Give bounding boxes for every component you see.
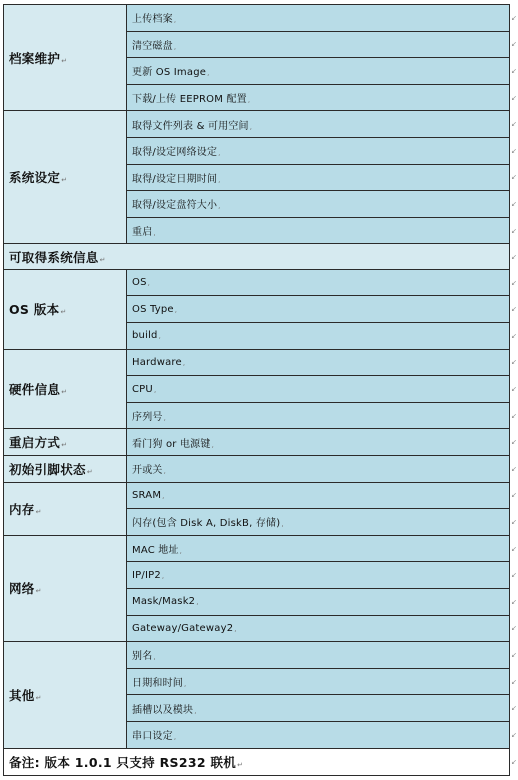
paragraph-mark: ↵ xyxy=(61,441,68,450)
category-label: 系统设定 xyxy=(9,170,61,186)
item-mark: , xyxy=(218,175,221,184)
item-mark: , xyxy=(162,491,165,500)
row-end-mark: ↙ xyxy=(511,517,517,526)
item-cell xyxy=(127,111,510,138)
item-mark: , xyxy=(196,598,199,607)
item-label: Mask/Mask2 xyxy=(132,596,196,608)
row-end-mark: ↙ xyxy=(511,331,517,340)
row-end-mark: ↙ xyxy=(511,411,517,420)
table-row xyxy=(4,456,510,483)
item-cell xyxy=(127,137,510,164)
item-label: Hardware xyxy=(132,356,182,368)
paragraph-mark: ↵ xyxy=(86,467,93,476)
item-label: 序列号 xyxy=(132,412,163,424)
row-end-mark: ↙ xyxy=(511,305,517,314)
item-mark: , xyxy=(174,305,178,314)
item-cell xyxy=(127,695,510,722)
row-end-mark: ↙ xyxy=(511,704,517,713)
row-end-mark: ↙ xyxy=(511,226,517,235)
item-label: Gateway/Gateway2 xyxy=(132,622,234,634)
item-cell xyxy=(127,84,510,111)
item-mark: , xyxy=(147,279,151,288)
item-label: build xyxy=(132,330,158,342)
item-cell xyxy=(127,615,510,642)
paragraph-mark: ↵ xyxy=(60,308,67,317)
item-cell xyxy=(127,296,510,323)
item-mark: , xyxy=(184,680,187,689)
item-mark: , xyxy=(218,202,221,211)
paragraph-mark: ↵ xyxy=(61,388,68,397)
row-end-mark: ↙ xyxy=(511,730,517,739)
row-end-mark: ↙ xyxy=(511,650,517,659)
item-cell xyxy=(127,323,510,350)
item-cell xyxy=(127,509,510,536)
row-end-mark: ↙ xyxy=(511,93,517,102)
item-label: 取得/设定网络设定 xyxy=(132,147,218,159)
item-mark: , xyxy=(249,122,253,131)
table-row xyxy=(4,535,510,562)
section-heading-text: 可取得系统信息 xyxy=(9,249,99,265)
item-cell xyxy=(127,429,510,456)
paragraph-mark: ↵ xyxy=(35,587,42,596)
item-cell xyxy=(127,562,510,589)
category-cell xyxy=(4,111,127,244)
item-label: 清空磁盘 xyxy=(132,40,173,52)
item-cell xyxy=(127,191,510,218)
item-label: SRAM xyxy=(132,489,162,501)
item-label: 开或关 xyxy=(132,465,163,477)
item-cell xyxy=(127,482,510,509)
table-row xyxy=(4,269,510,296)
row-end-mark: ↙ xyxy=(511,199,517,208)
table-row xyxy=(4,111,510,138)
row-end-mark: ↙ xyxy=(511,66,517,75)
category-label: 初始引脚状态 xyxy=(9,461,86,477)
paragraph-mark: ↵ xyxy=(237,760,244,769)
item-mark: , xyxy=(234,624,237,633)
row-end-mark: ↙ xyxy=(511,385,517,394)
item-cell xyxy=(127,402,510,429)
item-label: 重启 xyxy=(132,227,153,239)
row-end-mark: ↙ xyxy=(511,677,517,686)
category-label: 硬件信息 xyxy=(9,382,61,398)
note-text: 备注: 版本 1.0.1 只支持 RS232 联机 xyxy=(9,754,237,770)
category-label: 重启方式 xyxy=(9,435,61,451)
item-mark: , xyxy=(163,467,167,476)
table-row xyxy=(4,349,510,376)
category-label: 内存 xyxy=(9,501,35,517)
item-label: MAC 地址 xyxy=(132,545,179,557)
item-cell xyxy=(127,164,510,191)
item-label: CPU xyxy=(132,383,153,395)
item-mark: , xyxy=(158,332,162,341)
category-cell xyxy=(4,642,127,748)
table-row xyxy=(4,5,510,32)
item-mark: , xyxy=(161,571,165,580)
item-mark: , xyxy=(153,229,156,238)
paragraph-mark: ↵ xyxy=(61,176,68,185)
item-cell xyxy=(127,376,510,403)
note-cell xyxy=(4,748,510,775)
item-mark: , xyxy=(281,520,284,529)
item-mark: , xyxy=(173,42,177,51)
item-label: OS Type xyxy=(132,303,174,315)
row-end-mark: ↙ xyxy=(511,252,517,261)
category-cell xyxy=(4,429,127,456)
table-row xyxy=(4,642,510,669)
item-cell xyxy=(127,588,510,615)
item-cell xyxy=(127,642,510,669)
spec-table-body xyxy=(4,5,510,776)
item-label: 取得/设定盘符大小 xyxy=(132,200,218,212)
item-label: 插槽以及模块 xyxy=(132,704,194,716)
item-label: 别名 xyxy=(132,651,153,663)
row-end-mark: ↙ xyxy=(511,544,517,553)
item-cell xyxy=(127,217,510,244)
category-cell xyxy=(4,269,127,349)
category-label: 网络 xyxy=(9,581,35,597)
full-width-row xyxy=(4,244,510,270)
item-label: 取得/设定日期时间 xyxy=(132,173,218,185)
category-label: 档案维护 xyxy=(9,50,61,66)
row-end-mark: ↙ xyxy=(511,120,517,129)
item-cell xyxy=(127,58,510,85)
row-end-mark: ↙ xyxy=(511,13,517,22)
item-mark: , xyxy=(218,149,221,158)
item-mark: , xyxy=(179,547,183,556)
paragraph-mark: ↵ xyxy=(35,507,42,516)
item-cell xyxy=(127,31,510,58)
spec-table xyxy=(3,4,510,776)
row-end-mark: ↙ xyxy=(511,146,517,155)
item-mark: , xyxy=(153,385,157,394)
category-label: 其他 xyxy=(9,687,35,703)
category-label: OS 版本 xyxy=(9,302,60,318)
row-end-mark: ↙ xyxy=(511,491,517,500)
category-cell xyxy=(4,5,127,111)
item-mark: , xyxy=(182,358,186,367)
item-mark: , xyxy=(173,733,177,742)
item-cell xyxy=(127,721,510,748)
row-end-mark: ↙ xyxy=(511,278,517,287)
item-mark: , xyxy=(207,69,210,78)
item-label: 看门狗 or 电源键 xyxy=(132,438,211,450)
item-mark: , xyxy=(247,96,251,105)
paragraph-mark: ↵ xyxy=(99,255,106,264)
item-mark: , xyxy=(194,706,197,715)
item-cell xyxy=(127,456,510,483)
row-end-mark: ↙ xyxy=(511,624,517,633)
row-end-mark: ↙ xyxy=(511,40,517,49)
row-end-mark: ↙ xyxy=(511,438,517,447)
item-label: 下载/上传 EEPROM 配置 xyxy=(132,94,247,106)
item-label: 日期和时间 xyxy=(132,678,183,690)
row-end-mark: ↙ xyxy=(511,597,517,606)
item-label: 上传档案 xyxy=(132,14,173,26)
item-mark: , xyxy=(163,414,167,423)
category-cell xyxy=(4,456,127,483)
item-label: 闪存(包含 Disk A, DiskB, 存储) xyxy=(132,518,281,530)
item-cell xyxy=(127,269,510,296)
full-width-row xyxy=(4,748,510,775)
table-row xyxy=(4,482,510,509)
item-cell xyxy=(127,5,510,32)
table-row xyxy=(4,429,510,456)
item-label: 串口设定 xyxy=(132,731,173,743)
row-end-mark: ↙ xyxy=(511,173,517,182)
item-label: 更新 OS Image xyxy=(132,67,207,79)
row-end-mark: ↙ xyxy=(511,358,517,367)
item-label: OS xyxy=(132,277,147,289)
paragraph-mark: ↵ xyxy=(35,693,42,702)
item-label: IP/IP2 xyxy=(132,569,161,581)
row-end-mark: ↙ xyxy=(511,757,517,766)
category-cell xyxy=(4,349,127,429)
paragraph-mark: ↵ xyxy=(61,56,68,65)
item-label: 取得文件列表 & 可用空间 xyxy=(132,120,249,132)
category-cell xyxy=(4,482,127,535)
item-cell xyxy=(127,349,510,376)
item-cell xyxy=(127,535,510,562)
item-cell xyxy=(127,668,510,695)
row-end-mark: ↙ xyxy=(511,571,517,580)
item-mark: , xyxy=(173,16,177,25)
item-mark: , xyxy=(153,653,156,662)
item-mark: , xyxy=(211,440,215,449)
section-heading xyxy=(4,244,510,270)
category-cell xyxy=(4,535,127,641)
row-end-mark: ↙ xyxy=(511,464,517,473)
